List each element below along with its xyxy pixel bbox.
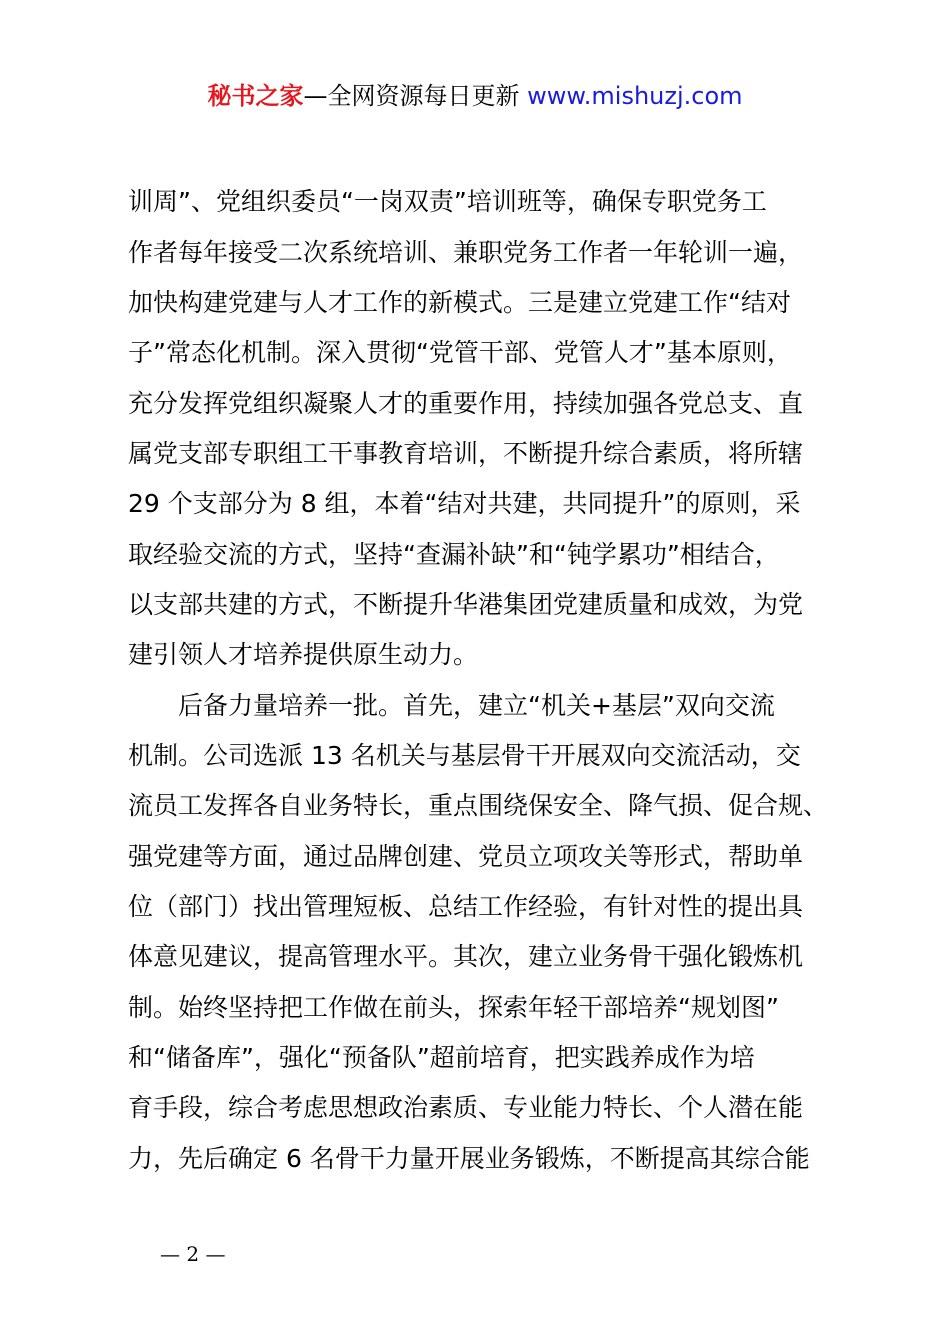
body-line: 和“储备库”，强化“预备队”超前培育，把实践养成作为培 <box>128 1043 755 1072</box>
body-line: 取经验交流的方式，坚持“查漏补缺”和“钝学累功”相结合， <box>128 540 780 569</box>
body-line: 建引领人才培养提供原生动力。 <box>128 640 479 669</box>
body-line: 充分发挥党组织凝聚人才的重要作用，持续加强各党总支、直 <box>128 389 804 418</box>
page-header <box>0 80 950 112</box>
page-number: — 2 — <box>160 1242 226 1266</box>
paragraph-start-line: 后备力量培养一批。首先，建立“机关+基层”双向交流 <box>178 691 775 720</box>
body-line: 强党建等方面，通过品牌创建、党员立项攻关等形式，帮助单 <box>128 842 804 871</box>
body-line: 训周”、党组织委员“一岗双责”培训班等，确保专职党务工 <box>128 187 767 216</box>
body-line: 29 个支部分为 8 组，本着“结对共建，共同提升”的原则，采 <box>128 489 801 518</box>
site-url[interactable]: www.mishuzj.com <box>527 82 743 110</box>
body-line: 力，先后确定 6 名骨干力量开展业务锻炼，不断提高其综合能 <box>128 1144 810 1173</box>
body-line: 机制。公司选派 13 名机关与基层骨干开展双向交流活动，交 <box>128 741 801 770</box>
body-line: 制。始终坚持把工作做在前头，探索年轻干部培养“规划图” <box>128 993 779 1022</box>
body-line: 流员工发挥各自业务特长，重点围绕保安全、降气损、促合规、 <box>128 791 829 820</box>
body-line: 以支部共建的方式，不断提升华港集团党建质量和成效，为党 <box>128 590 804 619</box>
body-line: 属党支部专职组工干事教育培训，不断提升综合素质，将所辖 <box>128 439 804 468</box>
brand-name: 秘书之家 <box>207 82 304 110</box>
body-line: 加快构建党建与人才工作的新模式。三是建立党建工作“结对 <box>128 288 791 317</box>
body-line: 子”常态化机制。深入贯彻“党管干部、党管人才”基本原则， <box>128 338 792 367</box>
body-line: 育手段，综合考虑思想政治素质、专业能力特长、个人潜在能 <box>128 1093 804 1122</box>
body-line: 位（部门）找出管理短板、总结工作经验，有针对性的提出具 <box>128 892 804 921</box>
header-tagline: —全网资源每日更新 <box>303 82 528 110</box>
body-line: 作者每年接受二次系统培训、兼职党务工作者一年轮训一遍， <box>128 238 804 267</box>
body-line: 体意见建议，提高管理水平。其次，建立业务骨干强化锻炼机 <box>128 942 804 971</box>
